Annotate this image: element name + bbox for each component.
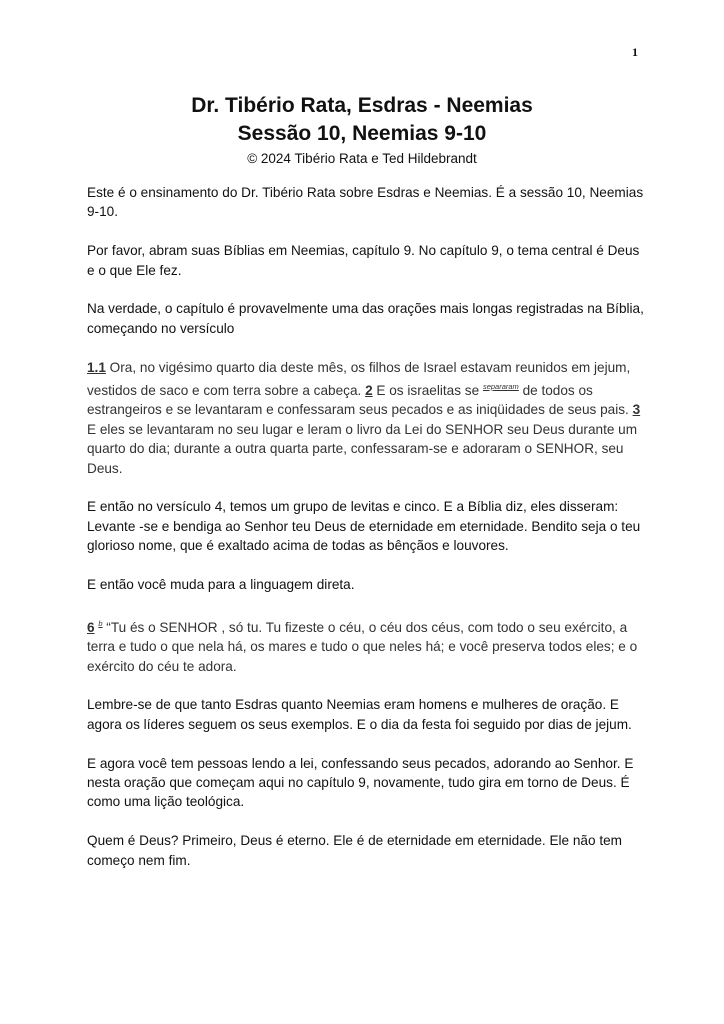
footnote-marker: separaram	[482, 382, 519, 392]
verse-number: 3	[632, 402, 641, 418]
paragraph-direct-language: E então você muda para a linguagem direta.	[87, 577, 355, 593]
verse-text: Ora, no vigésimo quarto dia deste mês, os filhos de Israel estavam reunidos em jejum, vestidos de saco e com terra sobre a cabeça.	[87, 359, 631, 399]
paragraph-prayer-leaders: Lembre-se de que tanto Esdras quanto Neemias eram homens e mulheres de oração. E agora os líderes seguem os seus exemplos. E o dia da festa foi seguido por dias de jejum.	[87, 697, 632, 732]
paragraph-theological-lesson: E agora você tem pessoas lendo a lei, confessando seus pecados, adorando ao Senhor. E nesta oração que começam aqui no capítulo 9, novamente, tudo gira em torno de Deus. É como uma lição teológica.	[87, 755, 634, 810]
document-header	[0, 92, 724, 169]
verse-number: 6	[87, 619, 95, 635]
verse-number: 2	[365, 383, 373, 399]
verse-number: 1.1	[87, 359, 106, 375]
scripture-quote-1-3	[87, 358, 647, 478]
paragraph-verse-4: E então no versículo 4, temos um grupo de levitas e cinco. E a Bíblia diz, eles disseram: Levante -se e bendiga ao Senhor teu Deus de eternidade em eternidade. Bendito seja o teu glorioso nome, que é exaltado acima de todas as bênçãos e louvores.	[87, 499, 641, 554]
document-body	[87, 183, 647, 889]
verse-text: E eles se levantaram no seu lugar e leram o livro da Lei do SENHOR seu Deus durante um quarto do dia; durante a outra quarta parte, confessaram-se e adoraram o SENHOR, seu Deus.	[87, 421, 638, 476]
copyright-line: © 2024 Tibério Rata e Ted Hildebrandt	[247, 151, 477, 166]
verse-text: E os israelitas se	[372, 383, 483, 399]
session-title: Sessão 10, Neemias 9-10	[237, 122, 487, 145]
footnote-marker: b	[98, 618, 103, 628]
page-number: 1	[632, 45, 638, 59]
paragraph-intro: Este é o ensinamento do Dr. Tibério Rata sobre Esdras e Neemias. É a sessão 10, Neemias 9-10.	[87, 185, 644, 220]
paragraph-long-prayer: Na verdade, o capítulo é provavelmente uma das orações mais longas registradas na Bíblia, começando no versículo	[87, 301, 644, 336]
document-title: Dr. Tibério Rata, Esdras - Neemias	[191, 94, 533, 117]
verse-text: “Tu és o SENHOR , só tu. Tu fizeste o céu, o céu dos céus, com todo o seu exército, a terra e tudo o que nela há, os mares e tudo o que neles há; e você preserva todos eles; e o exército do céu te adora.	[87, 619, 638, 674]
paragraph-who-is-god: Quem é Deus? Primeiro, Deus é eterno. Ele é de eternidade em eternidade. Ele não tem começo nem fim.	[87, 833, 622, 868]
verse-text: de todos os estrangeiros e se levantaram e confessaram seus pecados e as iniqüidades de seus pais.	[87, 383, 633, 418]
paragraph-open-bibles: Por favor, abram suas Bíblias em Neemias, capítulo 9. No capítulo 9, o tema central é Deus e o que Ele fez.	[87, 243, 640, 278]
scripture-quote-6	[87, 614, 647, 676]
